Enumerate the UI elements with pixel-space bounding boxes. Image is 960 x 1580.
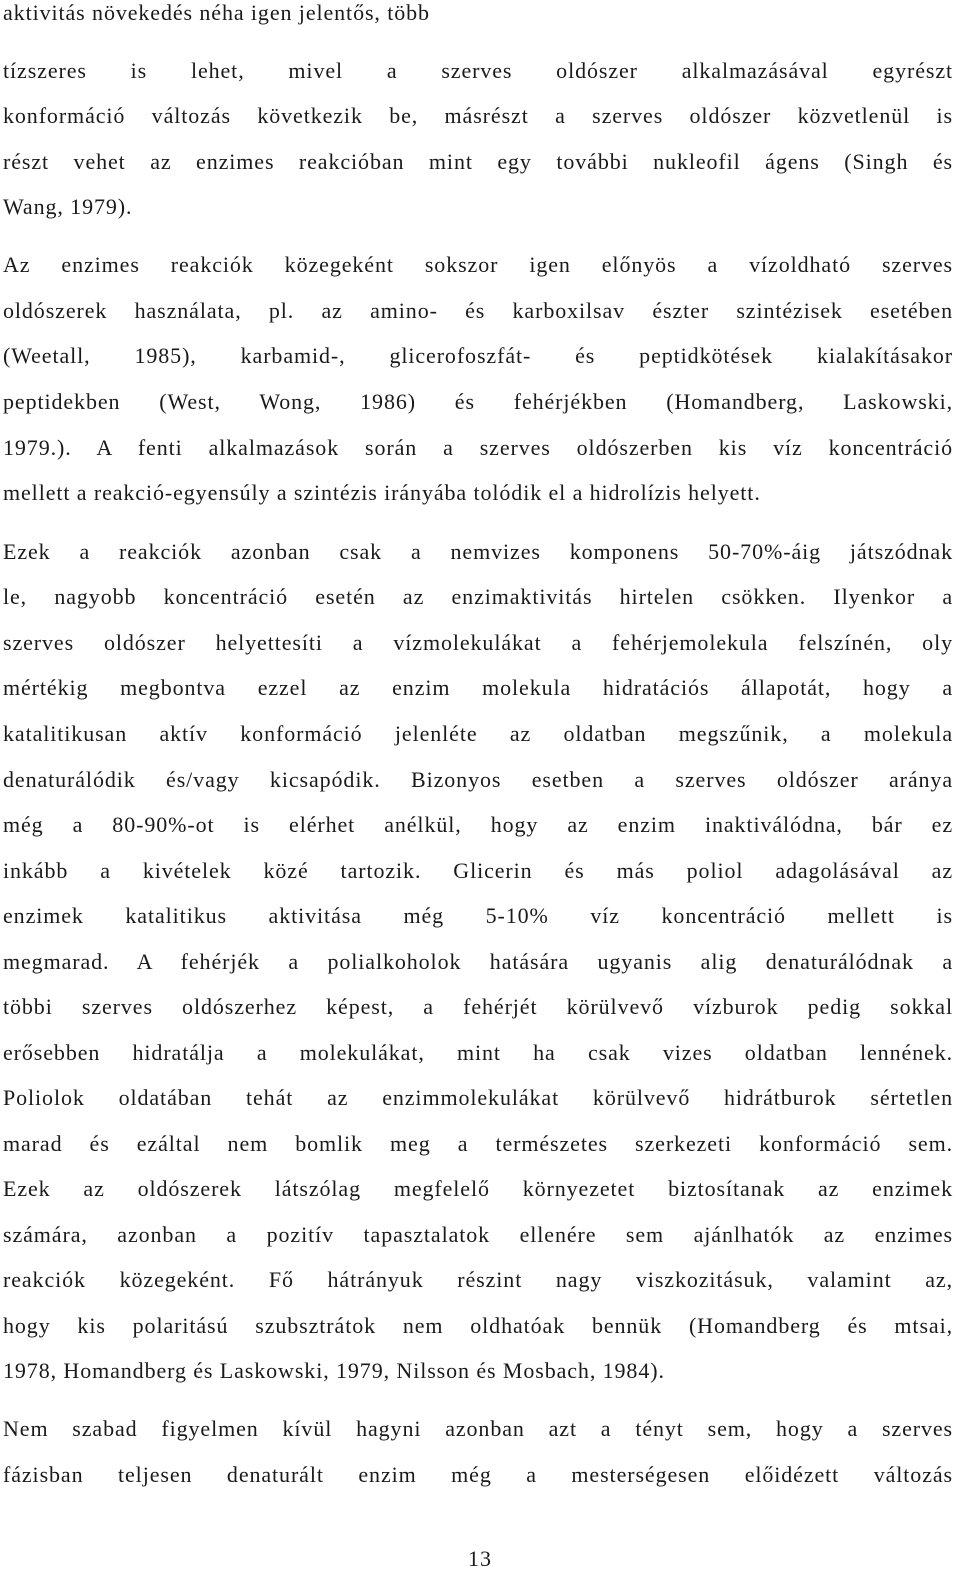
text-line: erősebben hidratálja a molekulákat, mint ha csak vizes oldatban lennének. (3, 1040, 953, 1065)
text-line: Wang, 1979). (3, 194, 133, 219)
text-line: katalitikusan aktív konformáció jelenléte az oldatban megszűnik, a molekula (3, 721, 953, 746)
text-line: számára, azonban a pozitív tapasztalatok ellenére sem ajánlhatók az enzimes (3, 1222, 953, 1247)
text-line: oldószerek használata, pl. az amino- és karboxilsav észter szintézisek esetében (3, 298, 953, 323)
text-line: hogy kis polaritású szubsztrátok nem oldhatóak bennük (Homandberg és mtsai, (3, 1313, 953, 1338)
text-line: Ezek az oldószerek látszólag megfelelő környezetet biztosítanak az enzimek (3, 1176, 953, 1201)
text-line: többi szerves oldószerhez képest, a fehérjét körülvevő vízburok pedig sokkal (3, 994, 953, 1019)
text-line: (Weetall, 1985), karbamid-, glicerofoszfát- és peptidkötések kialakításakor (3, 343, 953, 368)
text-line: részt vehet az enzimes reakcióban mint egy további nukleofil ágens (Singh és (3, 149, 953, 174)
text-line: Poliolok oldatában tehát az enzimmolekulákat körülvevő hidrátburok sértetlen (3, 1085, 953, 1110)
text-line: megmarad. A fehérjék a polialkoholok hatására ugyanis alig denaturálódnak a (3, 949, 953, 974)
text-line: fázisban teljesen denaturált enzim még a mesterségesen előidézett változás (3, 1462, 953, 1487)
text-line: szerves oldószer helyettesíti a vízmolekulákat a fehérjemolekula felszínén, oly (3, 630, 953, 655)
text-line: Ezek a reakciók azonban csak a nemvizes komponens 50-70%-áig játszódnak (3, 539, 953, 564)
page-number: 13 (468, 1546, 492, 1571)
text-line: Nem szabad figyelmen kívül hagyni azonban azt a tényt sem, hogy a szerves (3, 1416, 953, 1441)
text-line: marad és ezáltal nem bomlik meg a természetes szerkezeti konformáció sem. (3, 1131, 953, 1156)
text-line: aktivitás növekedés néha igen jelentős, több (3, 0, 430, 25)
text-line: mértékig megbontva ezzel az enzim molekula hidratációs állapotát, hogy a (3, 675, 953, 700)
text-line: tízszeres is lehet, mivel a szerves oldószer alkalmazásával egyrészt (3, 58, 953, 83)
text-line: le, nagyobb koncentráció esetén az enzimaktivitás hirtelen csökken. Ilyenkor a (3, 584, 953, 609)
text-line: 1978, Homandberg és Laskowski, 1979, Nilsson és Mosbach, 1984). (3, 1358, 665, 1383)
text-line: inkább a kivételek közé tartozik. Glicerin és más poliol adagolásával az (3, 858, 953, 883)
text-line: peptidekben (West, Wong, 1986) és fehérjékben (Homandberg, Laskowski, (3, 389, 953, 414)
text-line: denaturálódik és/vagy kicsapódik. Bizonyos esetben a szerves oldószer aránya (3, 767, 953, 792)
text-line: Az enzimes reakciók közegeként sokszor igen előnyös a vízoldható szerves (3, 252, 953, 277)
text-line: mellett a reakció-egyensúly a szintézis irányába tolódik el a hidrolízis helyett. (3, 480, 761, 505)
text-line: enzimek katalitikus aktivitása még 5-10% víz koncentráció mellett is (3, 903, 953, 928)
text-line: konformáció változás következik be, másrészt a szerves oldószer közvetlenül is (3, 103, 953, 128)
text-line: reakciók közegeként. Fő hátrányuk részint nagy viszkozitásuk, valamint az, (3, 1267, 953, 1292)
text-line: 1979.). A fenti alkalmazások során a szerves oldószerben kis víz koncentráció (3, 435, 953, 460)
text-line: még a 80-90%-ot is elérhet anélkül, hogy az enzim inaktiválódna, bár ez (3, 812, 953, 837)
